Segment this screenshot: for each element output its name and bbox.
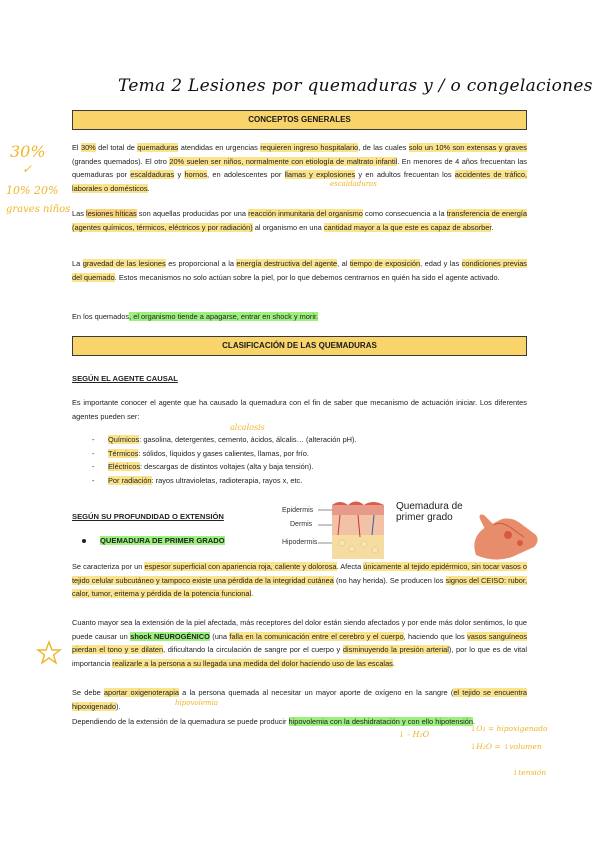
label-epidermis: Epidermis bbox=[282, 507, 314, 514]
handwritten-graves-ninos: graves niños bbox=[6, 204, 71, 215]
list-item bbox=[92, 474, 392, 488]
highlight: lesiones híticas bbox=[86, 209, 137, 218]
figure-caption bbox=[396, 501, 463, 523]
text-run: Se debe bbox=[72, 688, 104, 697]
text-run: Se caracteriza por un bbox=[72, 562, 145, 571]
handwritten-alcalosis: alcalosis bbox=[230, 423, 265, 432]
highlight: 30% bbox=[80, 143, 96, 152]
handwritten-tension: ↓tensión bbox=[512, 768, 547, 777]
text-run: . bbox=[251, 589, 254, 598]
highlight: Térmicos bbox=[108, 448, 139, 458]
text-run: : descargas de distintos voltajes (alta y baja tensión). bbox=[140, 462, 314, 471]
paragraph-lesiones bbox=[72, 207, 527, 234]
text-run: , en adolescentes por bbox=[207, 170, 285, 179]
highlight: el tejido se encuentra hipoxigenado bbox=[72, 688, 527, 711]
highlight: signos del CEISO: rubor, calor, tumor, eritema y pérdida de la potencia funcional bbox=[72, 575, 527, 598]
heading-agent: SEGÚN EL AGENTE CAUSAL bbox=[72, 374, 178, 383]
bullet-dot bbox=[82, 539, 86, 543]
agent-list bbox=[92, 433, 392, 487]
highlight: cantidad mayor a la que este es capaz de absorber bbox=[323, 222, 492, 232]
text-run: ), por lo que es de vital importancia bbox=[72, 645, 527, 668]
text-run: como consecuencia a la bbox=[362, 209, 447, 218]
text-run: . bbox=[473, 717, 476, 726]
text-run: ). bbox=[115, 701, 121, 711]
highlight: aportar oxigenoterapia bbox=[103, 688, 179, 697]
list-item bbox=[92, 460, 392, 474]
paragraph-hypovolemia bbox=[72, 715, 527, 729]
paragraph-oxygen bbox=[72, 686, 527, 713]
highlight: gravedad de las lesiones bbox=[82, 259, 166, 268]
text-run: al organismo en una bbox=[252, 222, 324, 232]
caption-line: Quemadura de bbox=[396, 501, 463, 512]
text-run: , de las cuales bbox=[358, 143, 409, 152]
highlight: , el organismo tiende a apagarse, entrar en shock y morir. bbox=[129, 312, 319, 321]
highlight: únicamente al tejido epidérmico, sin tocar vasos o tejido celular subcutáneo y tampoco existe una pérdida de la integridad cutánea bbox=[72, 562, 527, 585]
star-icon bbox=[36, 640, 62, 666]
label-hypodermis: Hipodermis bbox=[282, 539, 318, 546]
epidermis-layer bbox=[332, 505, 384, 515]
highlight: shock NEUROGÉNICO bbox=[130, 631, 210, 641]
highlight: reacción inmunitaria del organismo bbox=[248, 209, 363, 218]
highlight: QUEMADURA DE PRIMER GRADO bbox=[100, 536, 225, 545]
text-run: El bbox=[72, 143, 81, 152]
section-header-classification: CLASIFICACIÓN DE LAS QUEMADURAS bbox=[72, 336, 527, 356]
text-run: : sólidos, líquidos y gases calientes, llamas, por frío. bbox=[138, 448, 309, 458]
text-run: (grandes quemados). El otro bbox=[72, 156, 170, 166]
text-run: Cuanto mayor sea la extensión de la piel afectada, más receptores del dolor están siendo afectados y por ende más dolor sentimos, lo que puede causar un bbox=[72, 618, 527, 641]
handwritten-h2o: ↓ - H₂O bbox=[398, 730, 430, 739]
text-run: y bbox=[174, 170, 185, 179]
text-run: a la persona quemada al necesitar un mayor aporte de oxígeno en la sangre ( bbox=[178, 688, 454, 697]
text-run: Las bbox=[72, 209, 87, 218]
highlight: tiempo de exposición bbox=[349, 259, 421, 268]
highlight: vasos sanguíneos pierdan el tono y se dilaten bbox=[72, 631, 528, 654]
highlight: quemaduras bbox=[137, 143, 179, 152]
bullet-first-degree bbox=[82, 536, 225, 545]
text-run: . En menores de 4 años frecuentan las quemaduras por bbox=[72, 156, 528, 179]
text-run: son aquellas producidas por una bbox=[136, 209, 249, 218]
text-run: . bbox=[147, 183, 150, 193]
highlight: Químicos bbox=[108, 435, 140, 444]
handwritten-h2o-line: ↓H₂O = ↓volumen bbox=[470, 742, 542, 751]
highlight: condiciones previas del quemado bbox=[72, 259, 527, 282]
highlight: realizarle a la persona a su llegada una medida del dolor haciendo uso de las escalas bbox=[112, 658, 393, 668]
text-run: . bbox=[392, 658, 395, 668]
paragraph-statistics bbox=[72, 141, 527, 195]
text-run: (una bbox=[209, 631, 230, 641]
text-run: y en adultos frecuentan los bbox=[355, 170, 455, 179]
burn-illustration bbox=[280, 497, 542, 565]
label-dermis: Dermis bbox=[290, 521, 313, 528]
highlight: hornos bbox=[184, 170, 208, 179]
handwritten-10-20: 10% 20% bbox=[6, 184, 59, 197]
text-run: : rayos ultravioletas, radioterapia, rayos x, etc. bbox=[151, 475, 303, 485]
page-title: Tema 2 Lesiones por quemaduras y / o congelaciones bbox=[118, 76, 593, 96]
highlight: falla en la comunicación entre el cerebro y el cuerpo bbox=[229, 631, 404, 641]
highlight: 20% suelen ser niños, normalmente con etiología de maltrato infantil bbox=[169, 156, 398, 166]
text-run: es proporcional a la bbox=[165, 259, 237, 268]
caption-line: primer grado bbox=[396, 512, 453, 523]
handwritten-o2-line: ↓O₂ = hipoxigenado bbox=[470, 724, 548, 733]
list-item bbox=[92, 447, 392, 461]
text-run: . bbox=[491, 222, 494, 232]
text-run: . Afecta bbox=[336, 562, 364, 571]
handwritten-check: ✓ bbox=[22, 162, 33, 176]
highlight: transferencia de energía (agentes químicos, térmicos, eléctricos y por radiación) bbox=[72, 209, 527, 232]
text-run: Dependiendo de la extensión de la quemadura se puede producir bbox=[72, 717, 289, 726]
highlight: Eléctricos bbox=[108, 462, 141, 471]
text-run: (no hay herida). Se producen los bbox=[333, 575, 446, 585]
highlight: solo un 10% son extensas y graves bbox=[408, 143, 527, 152]
heading-depth: SEGÚN SU PROFUNDIDAD O EXTENSIÓN bbox=[72, 512, 224, 521]
highlight: accidentes de tráfico, laborales o domésticos bbox=[72, 170, 527, 193]
text-run: : gasolina, detergentes, cemento, ácidos, álcalis… (alteración pH). bbox=[139, 435, 357, 444]
paragraph-shock bbox=[72, 310, 527, 324]
text-run: La bbox=[72, 259, 83, 268]
text-run: atendidas en urgencias bbox=[178, 143, 261, 152]
paragraph-gravedad bbox=[72, 257, 527, 284]
highlight: hipovolemia con la deshidratación y con ello hipotensión bbox=[288, 717, 474, 726]
text-run: , edad y las bbox=[420, 259, 462, 268]
text-run: del total de bbox=[95, 143, 138, 152]
highlight: disminuyendo la presión arterial bbox=[342, 645, 449, 654]
section-header-general: CONCEPTOS GENERALES bbox=[72, 110, 527, 130]
paragraph-first-degree bbox=[72, 560, 527, 601]
highlight: llamas y explosiones bbox=[284, 170, 356, 179]
text-run: . Estos mecanismos no solo actúan sobre la piel, por lo que debemos centrarnos en quién ha sido el agente activado. bbox=[114, 272, 500, 282]
highlight: requieren ingreso hospitalario bbox=[260, 143, 359, 152]
highlight: espesor superficial con apariencia roja, caliente y dolorosa bbox=[144, 562, 337, 571]
highlight: energía destructiva del agente bbox=[236, 259, 338, 268]
highlight: Por radiación bbox=[108, 475, 152, 485]
text-run: En los quemados bbox=[72, 312, 130, 321]
handwritten-30-percent: 30% bbox=[10, 142, 46, 161]
burn-surface bbox=[332, 502, 384, 506]
handwritten-escaldaduras: escaldaduras bbox=[330, 180, 377, 188]
text-run: , dificultando la circulación de sangre por el cuerpo y bbox=[163, 645, 343, 654]
text-run: , al bbox=[337, 259, 350, 268]
paragraph-agent-intro: Es importante conocer el agente que ha causado la quemadura con el fin de saber que mecanismo de actuación iniciar. Los diferentes agentes pueden ser: bbox=[72, 398, 527, 421]
highlight: escaldaduras bbox=[130, 170, 175, 179]
list-item bbox=[92, 433, 392, 447]
text-run: , haciendo que los bbox=[403, 631, 468, 641]
handwritten-hipovolemia: hipovolemia bbox=[175, 699, 219, 707]
paragraph-neurogenic bbox=[72, 616, 527, 670]
